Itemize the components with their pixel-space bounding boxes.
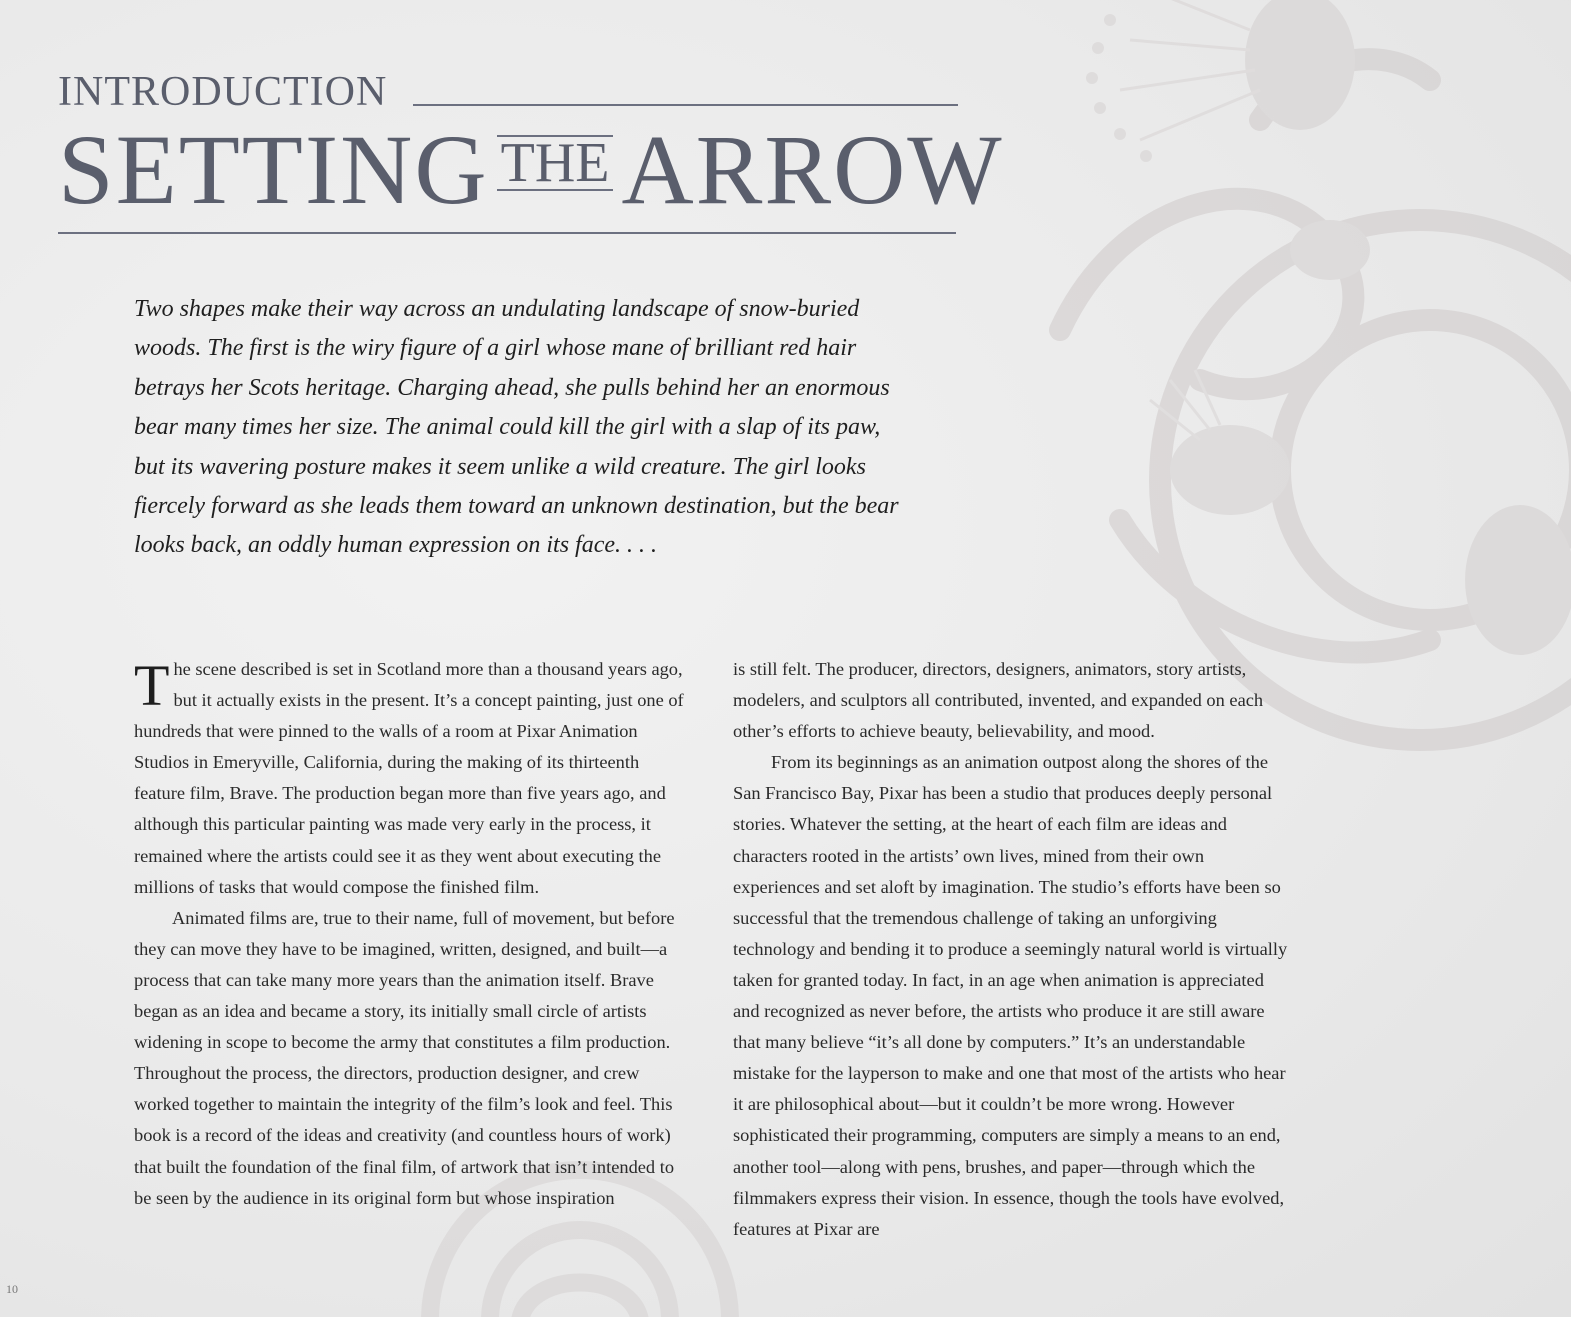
body-paragraph [134,654,694,903]
body-paragraph-text: he scene described is set in Scotland more than a thousand years ago, but it actually exists in the present. It’s a concept painting, just one of hundreds that were pinned to the walls of a room at Pixar Animation Studios in Emeryville, California, during the making of its thirteenth feature film, Brave. The production began more than five years ago, and although this particular painting was made very early in the process, it remained where the artists could see it as they went about executing the millions of tasks that would compose the finished film. [134,659,684,897]
body-paragraph: is still felt. The producer, directors, designers, animators, story artists, modelers, and sculptors all contributed, invented, and expanded on each other’s efforts to achieve beauty, believability, and mood. [733,659,1264,742]
body-column-right [733,654,1293,1245]
heading-title-the: THE [497,135,614,191]
heading-title [58,114,1004,225]
page-number: 10 [6,1282,18,1296]
heading-top-rule [413,104,958,106]
body-paragraph: From its beginnings as an animation outpost along the shores of the San Francisco Bay, Pixar has been a studio that produces deeply personal stories. Whatever the setting, at the heart of each film are ideas and characters rooted in the artists’ own lives, mined from their own experiences and set aloft by imagination. The studio’s efforts have been so successful that the tremendous challenge of taking an unforgiving technology and bending it to produce a seemingly natural world is virtually taken for granted today. In fact, in an age when animation is appreciated and recognized as never before, the artists who produce it are still aware that many believe “it’s all done by computers.” It’s an understandable mistake for the layperson to make and one that most of the artists who hear it are philosophical about—but it couldn’t be more wrong. However sophisticated their programming, computers are simply a means to an end, another tool—along with pens, brushes, and paper—through which the filmmakers express their vision. In essence, though the tools have evolved, features at Pixar are [733,752,1288,1239]
chapter-heading [58,68,1004,234]
drop-cap: T [134,653,170,718]
heading-bottom-rule [58,232,956,234]
body-column-left [134,654,694,1214]
heading-title-part1: SETTING [58,114,489,225]
heading-introduction: INTRODUCTION [58,69,388,115]
intro-paragraph: Two shapes make their way across an undulating landscape of snow-buried woods. The first is the wiry figure of a girl whose mane of brilliant red hair betrays her Scots heritage. Charging ahead, she pulls behind her an enormous bear many times her size. The animal could kill the girl with a slap of its paw, but its wavering posture makes it seem unlike a wild creature. The girl looks fiercely forward as she leads them toward an unknown destination, but the bear looks back, an oddly human expression on its face. . . . [134,296,899,559]
heading-title-part2: ARROW [621,114,1004,225]
body-paragraph: Animated films are, true to their name, full of movement, but before they can move they have to be imagined, written, designed, and built—a process that can take many more years than the animation itself. Brave began as an idea and became a story, its initially small circle of artists widening in scope to become the army that constitutes a film production. Throughout the process, the directors, production designer, and crew worked together to maintain the integrity of the film’s look and feel. This book is a record of the ideas and creativity (and countless hours of work) that built the foundation of the final film, of artwork that isn’t intended to be seen by the audience in its original form but whose inspiration [134,907,675,1208]
